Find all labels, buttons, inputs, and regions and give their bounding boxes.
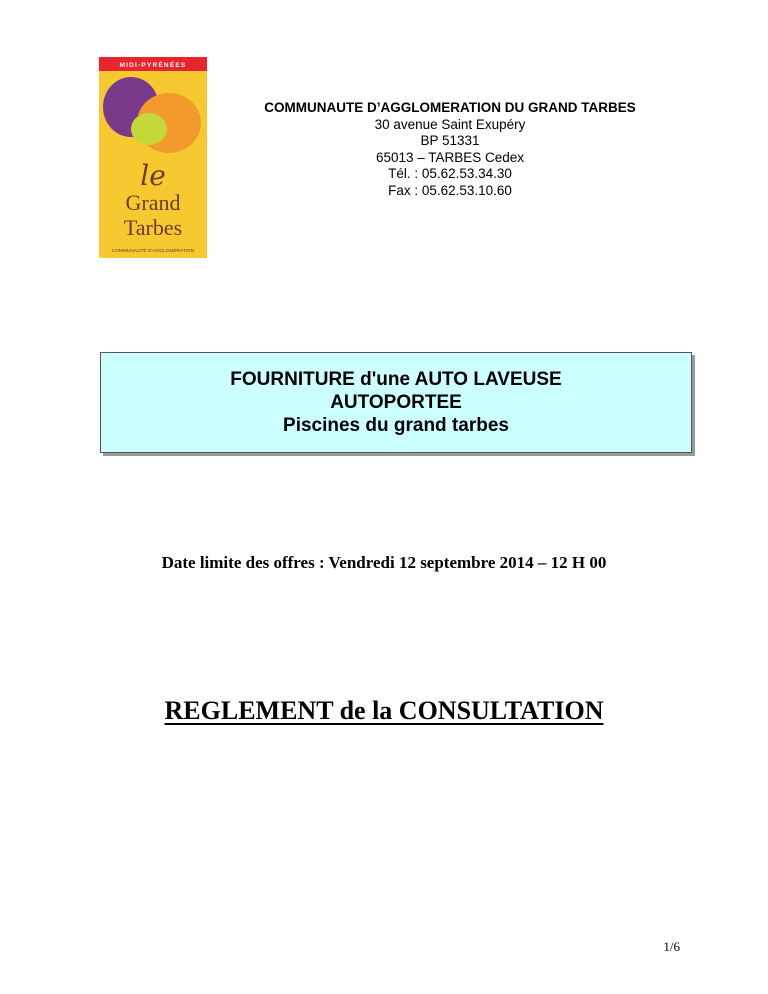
grand-tarbes-logo [99, 57, 207, 258]
document-title: REGLEMENT de la CONSULTATION [164, 696, 604, 725]
logo-grand: Grand [125, 190, 181, 215]
logo-tarbes: Tarbes [123, 215, 183, 240]
logo-tagline: COMMUNAUTÉ D'AGGLOMÉRATION [111, 249, 195, 254]
address-line: 30 avenue Saint Exupéry [374, 116, 526, 132]
subject-line-3: Piscines du grand tarbes [283, 415, 509, 436]
subject-title-box [100, 352, 692, 453]
logo-region: MIDI-PYRÉNÉES [119, 62, 187, 69]
organization-name: COMMUNAUTE D’AGGLOMERATION DU GRAND TARBES [264, 100, 636, 115]
logo-graphic [99, 57, 207, 258]
fax-line: Fax : 05.62.53.10.60 [388, 182, 512, 198]
logo-le: le [140, 159, 166, 192]
organization-header [220, 100, 680, 199]
city-line: 65013 – TARBES Cedex [375, 149, 525, 165]
page-number: 1/6 [663, 939, 680, 954]
bp-line: BP 51331 [420, 133, 480, 148]
subject-line-1: FOURNITURE d'une AUTO LAVEUSE [230, 369, 562, 390]
offer-deadline: Date limite des offres : Vendredi 12 septembre 2014 – 12 H 00 [161, 553, 607, 572]
subject-line-2: AUTOPORTEE [330, 392, 462, 413]
logo-green-petal [131, 113, 167, 145]
phone-line: Tél. : 05.62.53.34.30 [388, 166, 512, 181]
